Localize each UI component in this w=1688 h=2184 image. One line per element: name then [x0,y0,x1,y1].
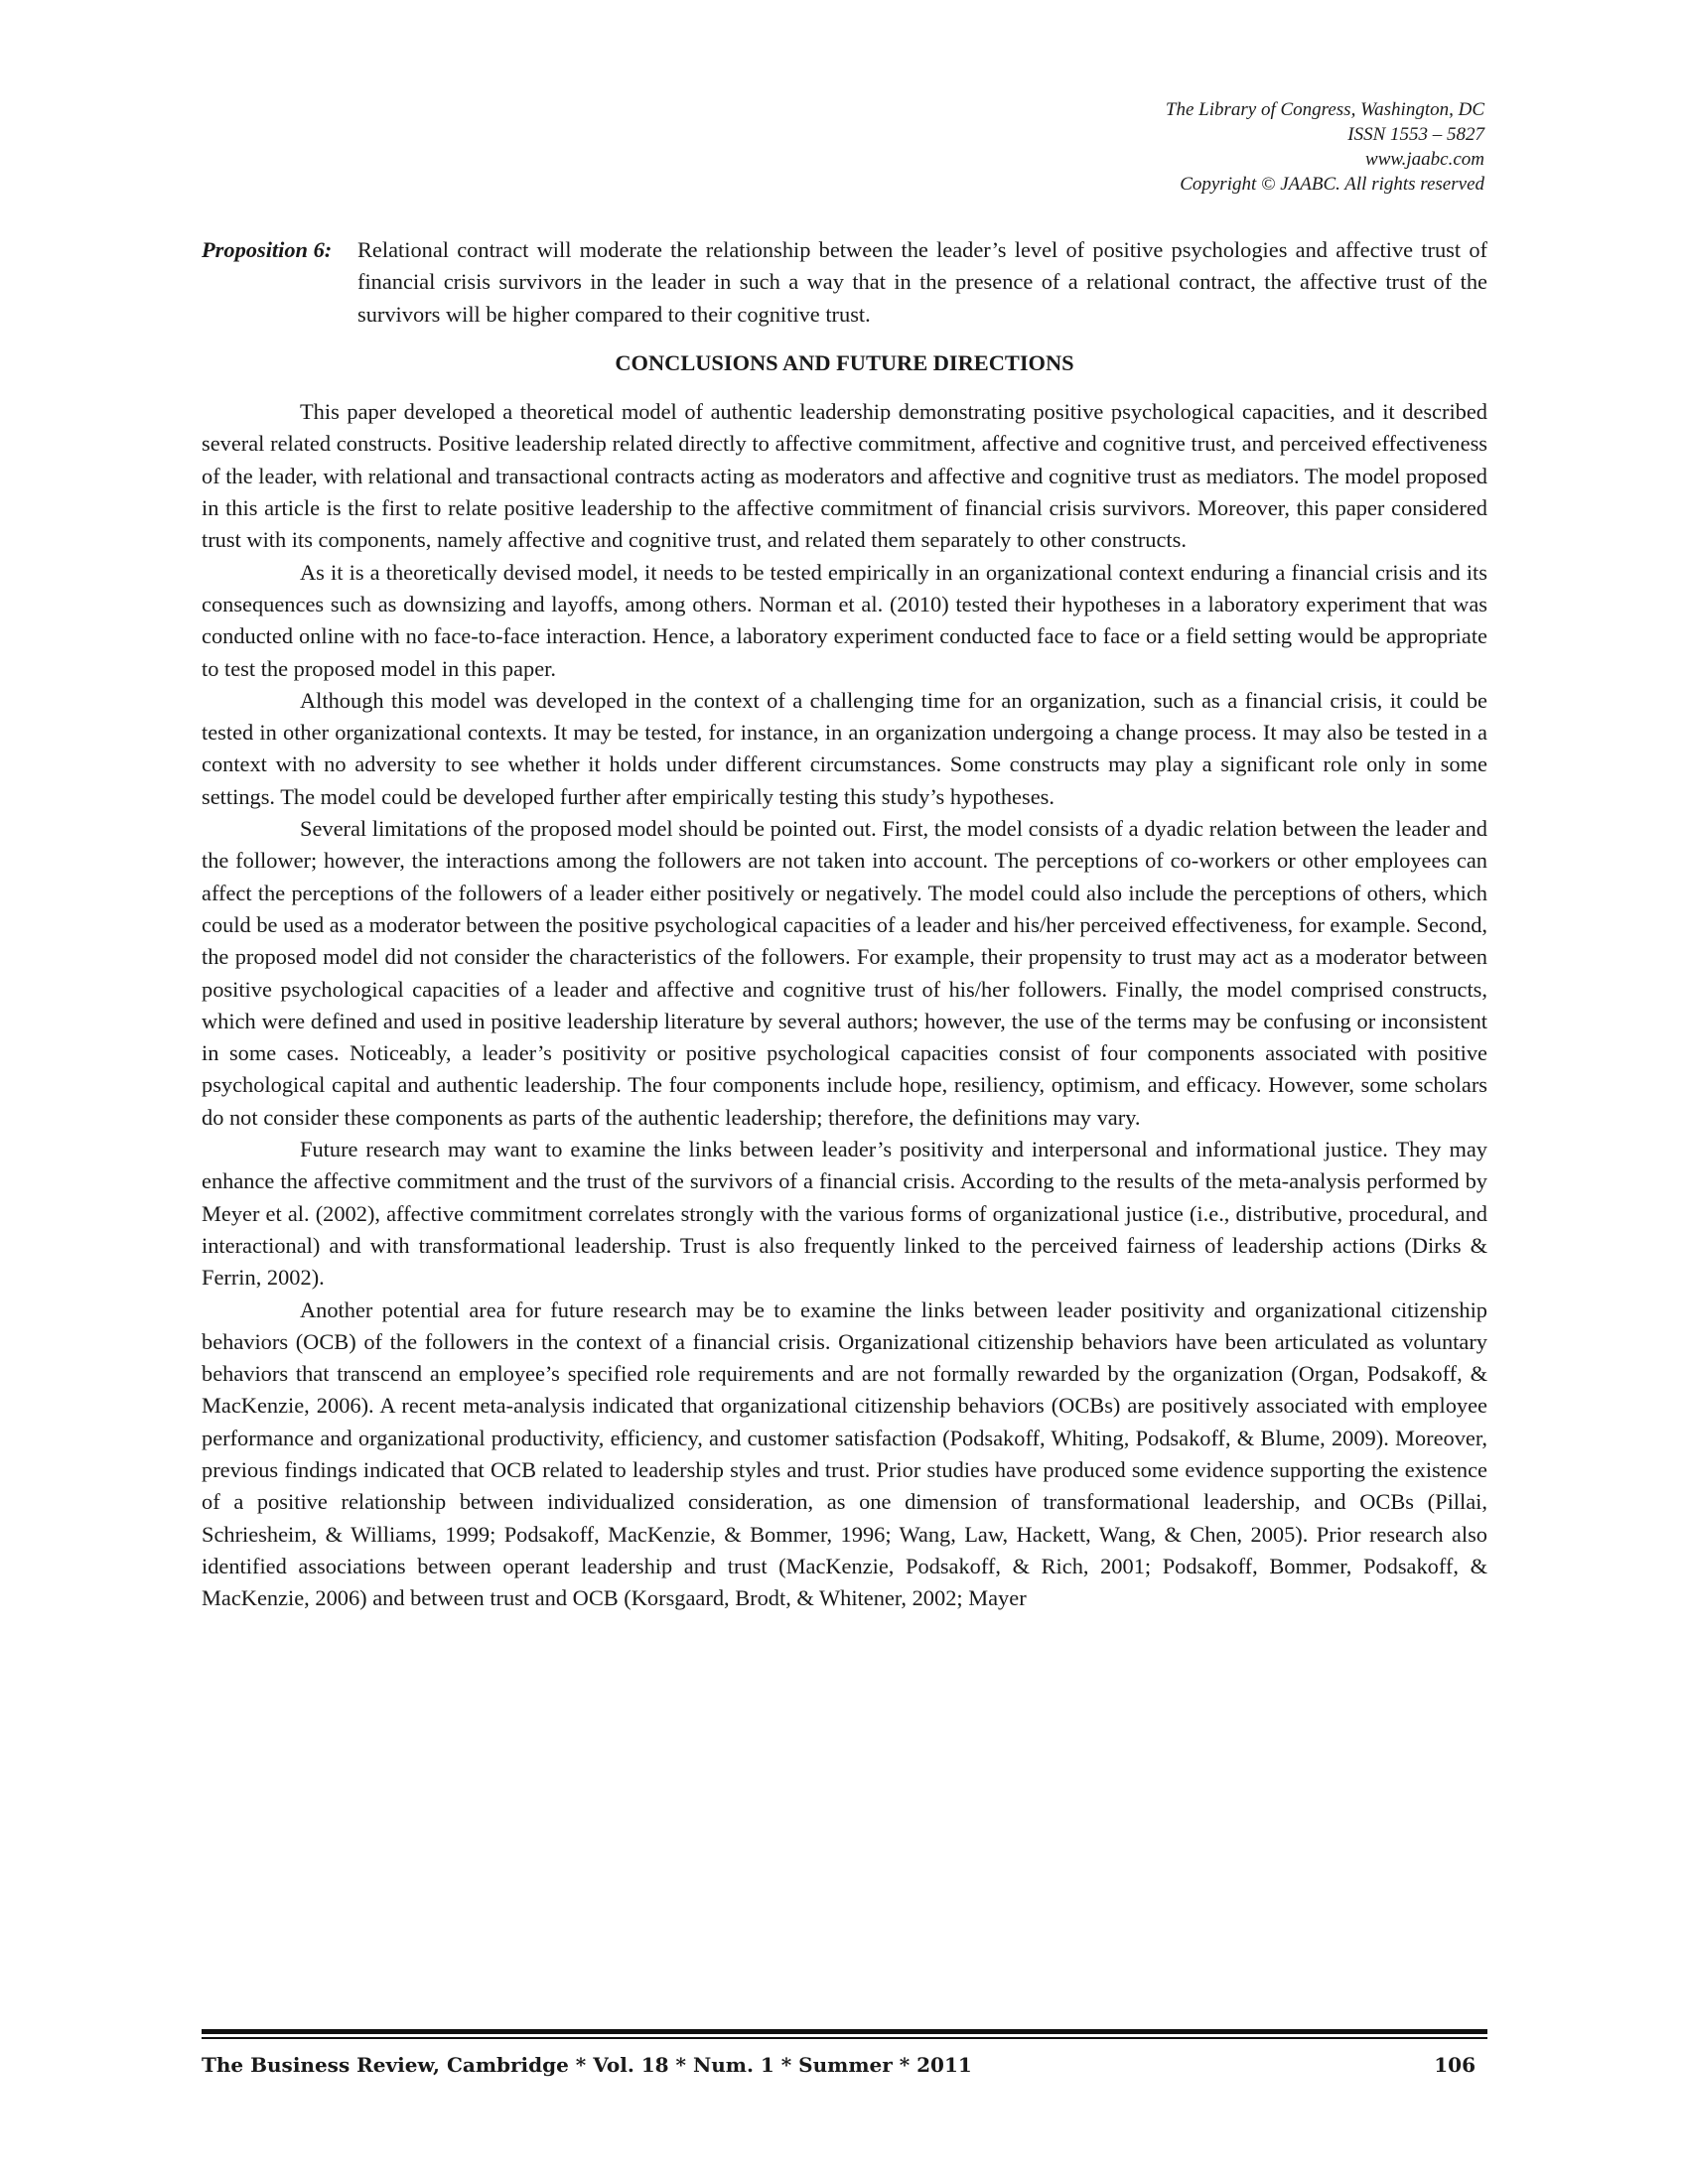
header-copyright: Copyright © JAABC. All rights reserved [1180,174,1484,195]
paragraph: This paper developed a theoretical model of authentic leadership demonstrating positive psychological capacities, and it described several related constructs. Positive leadership related directly to affective commitment, affective and cognitive trust, and perceived effectiveness of the leader, with relational and transactional contracts acting as moderators and affective and cognitive trust as mediators. The model proposed in this article is the first to relate positive leadership to the affective commitment of financial crisis survivors. Moreover, this paper considered trust with its components, namely affective and cognitive trust, and related them separately to other constructs. [202,399,1487,553]
running-header [1166,97,1484,197]
paragraph: As it is a theoretically devised model, it needs to be tested empirically in an organizational context enduring a financial crisis and its consequences such as downsizing and layoffs, among others. Norman et al. (2010) tested their hypotheses in a laboratory experiment that was conducted online with no face-to-face interaction. Hence, a laboratory experiment conducted face to face or a field setting would be appropriate to test the proposed model in this paper. [202,559,1487,681]
proposition-6 [202,234,1487,331]
footer-rule-thin [202,2037,1487,2039]
paragraph: Another potential area for future research may be to examine the links between leader positivity and organizational citizenship behaviors (OCB) of the followers in the context of a financial crisis. Organizational citizenship behaviors have been articulated as voluntary behaviors that transcend an employee’s specified role requirements and are not formally rewarded by the organization (Organ, Podsakoff, & MacKenzie, 2006). A recent meta-analysis indicated that organizational citizenship behaviors (OCBs) are positively associated with employee performance and organizational productivity, efficiency, and customer satisfaction (Podsakoff, Whiting, Podsakoff, & Blume, 2009). Moreover, previous findings indicated that OCB related to leadership styles and trust. Prior studies have produced some evidence supporting the existence of a positive relationship between individualized consideration, as one dimension of transformational leadership, and OCBs (Pillai, Schriesheim, & Williams, 1999; Podsakoff, MacKenzie, & Bommer, 1996; Wang, Law, Hackett, Wang, & Chen, 2005). Prior research also identified associations between operant leadership and trust (MacKenzie, Podsakoff, & Rich, 2001; Podsakoff, Bommer, Podsakoff, & MacKenzie, 2006) and between trust and OCB (Korsgaard, Brodt, & Whitener, 2002; Mayer [202,1297,1487,1611]
header-library: The Library of Congress, Washington, DC [1165,99,1484,120]
proposition-label: Proposition 6: [202,237,333,262]
proposition-text: Relational contract will moderate the relationship between the leader’s level of positive psychologies and affective trust of financial crisis survivors in the leader in such a way that in the presence of a relational contract, the affective trust of the survivors will be higher compared to their cognitive trust. [357,237,1487,327]
paragraph: Although this model was developed in the context of a challenging time for an organization, such as a financial crisis, it could be tested in other organizational contexts. It may be tested, for instance, in an organization undergoing a change process. It may also be tested in a context with no adversity to see whether it holds under different circumstances. Some constructs may play a significant role only in some settings. The model could be developed further after empirically testing this study’s hypotheses. [202,687,1487,809]
section-heading: CONCLUSIONS AND FUTURE DIRECTIONS [615,349,1074,375]
running-footer [202,2053,1487,2077]
page-number: 106 [1434,2053,1476,2077]
header-website: www.jaabc.com [1365,149,1484,170]
header-issn: ISSN 1553 – 5827 [1347,124,1484,145]
main-content [202,234,1487,1614]
paragraph: Future research may want to examine the links between leader’s positivity and interpersonal and informational justice. They may enhance the affective commitment and the trust of the survivors of a financial crisis. According to the results of the meta-analysis performed by Meyer et al. (2002), affective commitment correlates strongly with the various forms of organizational justice (i.e., distributive, procedural, and interactional) and with transformational leadership. Trust is also frequently linked to the perceived fairness of leadership actions (Dirks & Ferrin, 2002). [202,1137,1487,1291]
paragraph: Several limitations of the proposed model should be pointed out. First, the model consists of a dyadic relation between the leader and the follower; however, the interactions among the followers are not taken into account. The perceptions of co-workers or other employees can affect the perceptions of the followers of a leader either positively or negatively. The model could also include the perceptions of others, which could be used as a moderator between the positive psychological capacities of a leader and his/her perceived effectiveness, for example. Second, the proposed model did not consider the characteristics of the followers. For example, their propensity to trust may act as a moderator between positive psychological capacities of a leader and affective and cognitive trust of his/her followers. Finally, the model comprised constructs, which were defined and used in positive leadership literature by several authors; however, the use of the terms may be confusing or inconsistent in some cases. Noticeably, a leader’s positivity or positive psychological capacities consist of four components associated with positive psychological capital and authentic leadership. The four components include hope, resiliency, optimism, and efficacy. However, some scholars do not consider these components as parts of the authentic leadership; therefore, the definitions may vary. [202,816,1487,1130]
footer-journal: The Business Review, Cambridge * Vol. 18 * Num. 1 * Summer * 2011 [202,2053,972,2077]
footer-rule [202,2029,1487,2034]
